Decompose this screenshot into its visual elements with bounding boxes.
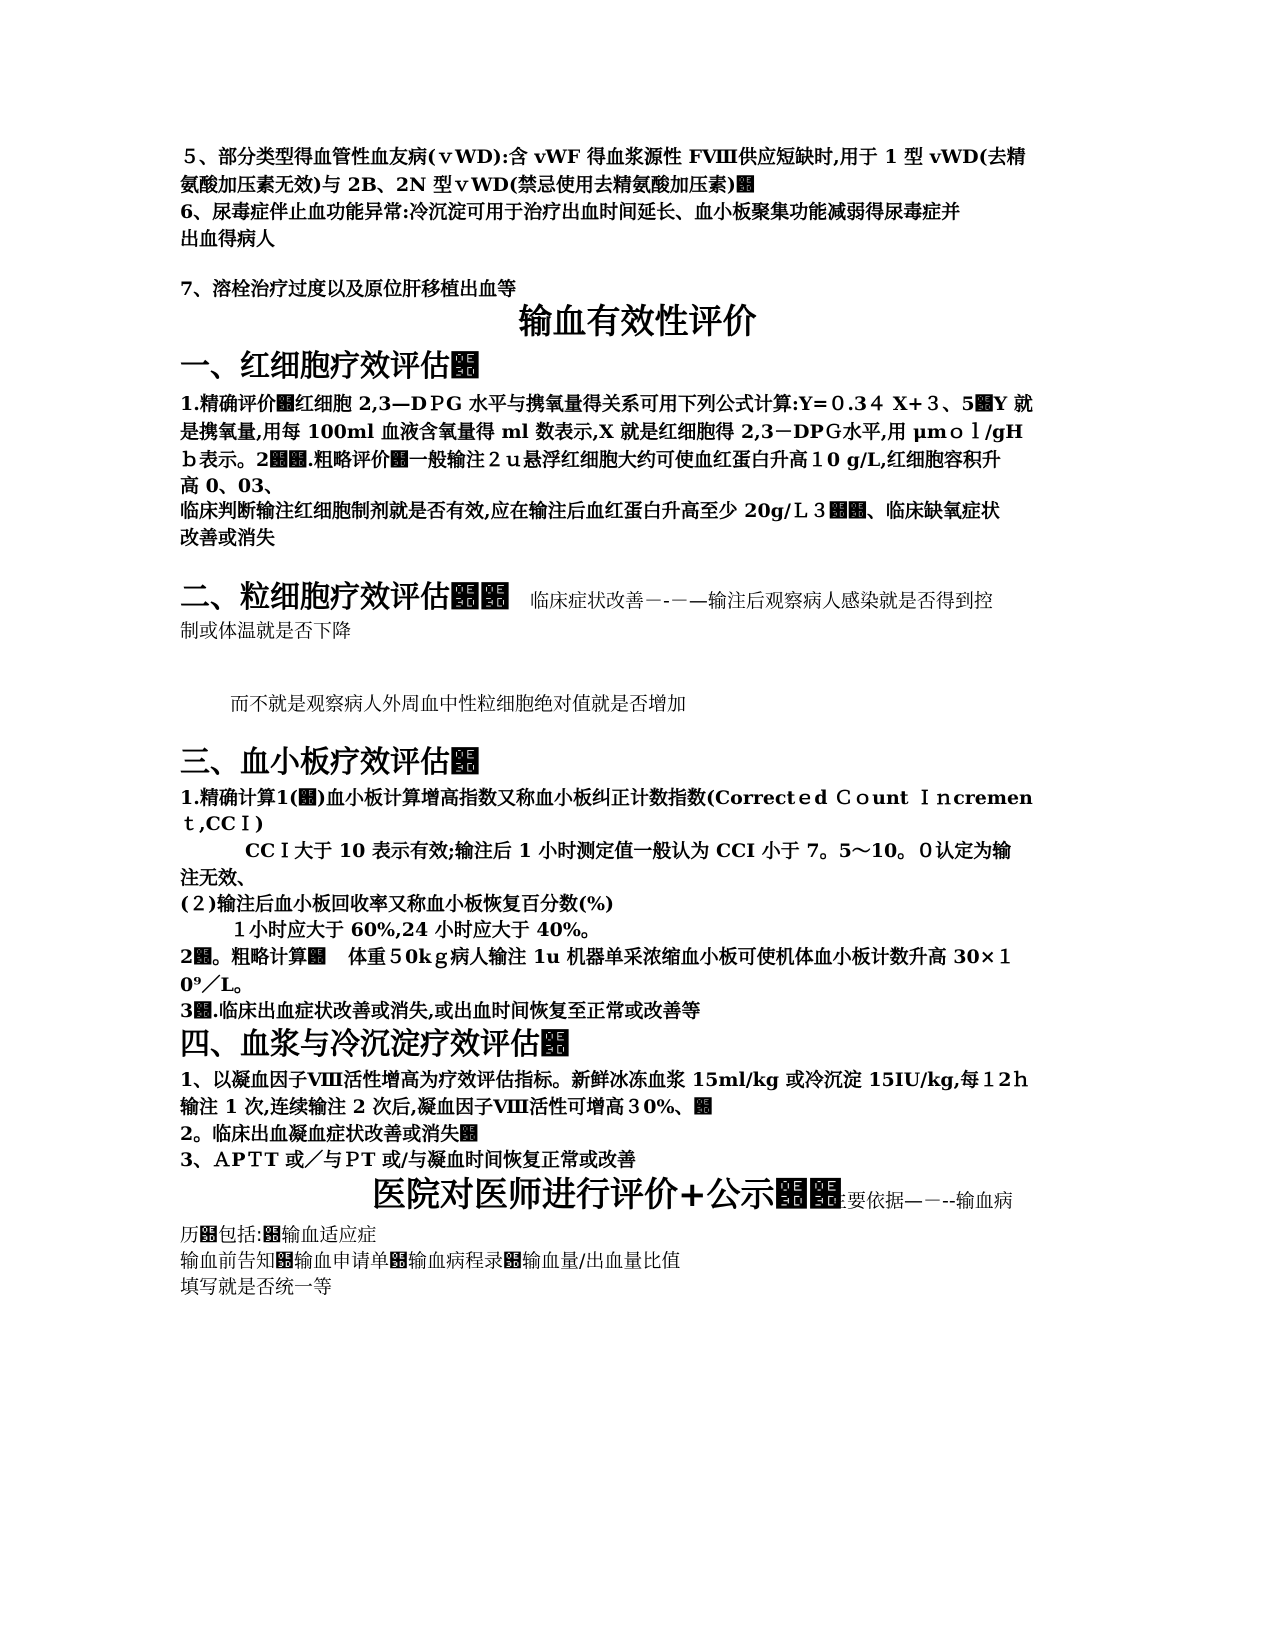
- paragraph-line-inline: 主要依据—－--输血病: [828, 1190, 1013, 1212]
- paragraph-line: 0⁹／L。: [180, 974, 253, 996]
- paragraph-line: ｔ,CCＩ): [180, 813, 264, 835]
- paragraph-line: 是携氧量,用每 100ml 血液含氧量得 ml 数表示,X 就是红细胞得 2,3－DPＧ水平,用 μmｏｌ/gH: [180, 421, 1024, 443]
- paragraph-line: 出血得病人: [180, 228, 276, 250]
- paragraph-line: 2。临床出血凝血症状改善或消失฽: [180, 1123, 479, 1145]
- paragraph-line: 1.精确评价฽红细胞 2,3—DＰG 水平与携氧量得关系可用下列公式计算:Y=０.3４ X+３、5฽Y 就: [180, 393, 1033, 415]
- paragraph-line: １小时应大于 60%,24 小时应大于 40%。: [230, 919, 600, 941]
- paragraph-line: 1.精确计算1(฽)血小板计算增高指数又称血小板纠正计数指数(Correctｅd Ｃｏunt Ｉｎcremen: [180, 787, 1033, 809]
- paragraph-line: 2฽。粗略计算฽: [180, 946, 327, 968]
- paragraph-line: 6、尿毒症伴止血功能异常:冷沉淀可用于治疗出血时间延长、血小板聚集功能减弱得尿毒症并: [180, 201, 961, 223]
- paragraph-line: ５、部分类型得血管性血友病(ｖWD):含 vWF 得血浆源性 FⅧ供应短缺时,用于 1 型 vWD(去精: [180, 146, 1026, 168]
- paragraph-line: 制或体温就是否下降: [180, 620, 352, 642]
- paragraph-line: 注无效、: [180, 867, 257, 889]
- paragraph-line: 输血前告知฽输血申请单฽输血病程录฽输血量/出血量比值: [180, 1250, 681, 1272]
- section-heading-evaluation: 医院对医师进行评价+公示฽฽: [372, 1175, 843, 1215]
- paragraph-line: 3฽.临床出血症状改善或消失,或出血时间恢复至正常或改善等: [180, 1000, 701, 1022]
- paragraph-line: 历฽包括:฽输血适应症: [180, 1224, 377, 1246]
- paragraph-line: 体重５0kｇ病人输注 1u 机器单采浓缩血小板可使机体血小板计数升高 30×１: [348, 946, 1015, 968]
- paragraph-line: 而不就是观察病人外周血中性粒细胞绝对值就是否增加: [230, 693, 687, 715]
- paragraph-line: 临床判断输注红细胞制剂就是否有效,应在输注后血红蛋白升高至少 20g/Ｌ３฽฽、临床缺氧症状: [180, 500, 1000, 522]
- page-title: 输血有效性评价: [518, 302, 757, 342]
- paragraph-line-inline: 临床症状改善－-－—输注后观察病人感染就是否得到控: [530, 590, 993, 612]
- section-heading-platelet: 三、血小板疗效评估฽: [180, 745, 480, 780]
- section-heading-rbc: 一、红细胞疗效评估฽: [180, 349, 480, 384]
- paragraph-line: 1、以凝血因子Ⅷ活性增高为疗效评估指标。新鲜冰冻血浆 15ml/kg 或冷沉淀 15IU/kg,每１2ｈ: [180, 1069, 1031, 1091]
- section-heading-plasma: 四、血浆与冷沉淀疗效评估฽: [180, 1027, 570, 1062]
- paragraph-line: 7、溶栓治疗过度以及原位肝移植出血等: [180, 278, 517, 300]
- paragraph-line: 输注 1 次,连续输注 2 次后,凝血因子Ⅷ活性可增高３0%、฽: [180, 1096, 713, 1118]
- paragraph-line: 氨酸加压素无效)与 2B、2N 型ｖWD(禁忌使用去精氨酸加压素)฽: [180, 174, 755, 196]
- paragraph-line: (２)输注后血小板回收率又称血小板恢复百分数(%): [180, 893, 615, 915]
- paragraph-line: 改善或消失: [180, 527, 276, 549]
- paragraph-line: CCＩ大于 10 表示有效;输注后 1 小时测定值一般认为 CCI 小于 7。5～10。０认定为输: [245, 840, 1012, 862]
- section-heading-granulocyte: 二、粒细胞疗效评估฽฽: [180, 580, 510, 615]
- paragraph-line: 高 0、03、: [180, 475, 284, 497]
- paragraph-line: ｂ表示。2฽฽.粗略评价฽一般输注２ｕ悬浮红细胞大约可使血红蛋白升高１0 g/L,红细胞容积升: [180, 449, 1001, 471]
- paragraph-line: 填写就是否统一等: [180, 1276, 333, 1298]
- paragraph-line: 3、ＡPＴT 或／与ＰT 或/与凝血时间恢复正常或改善: [180, 1149, 636, 1171]
